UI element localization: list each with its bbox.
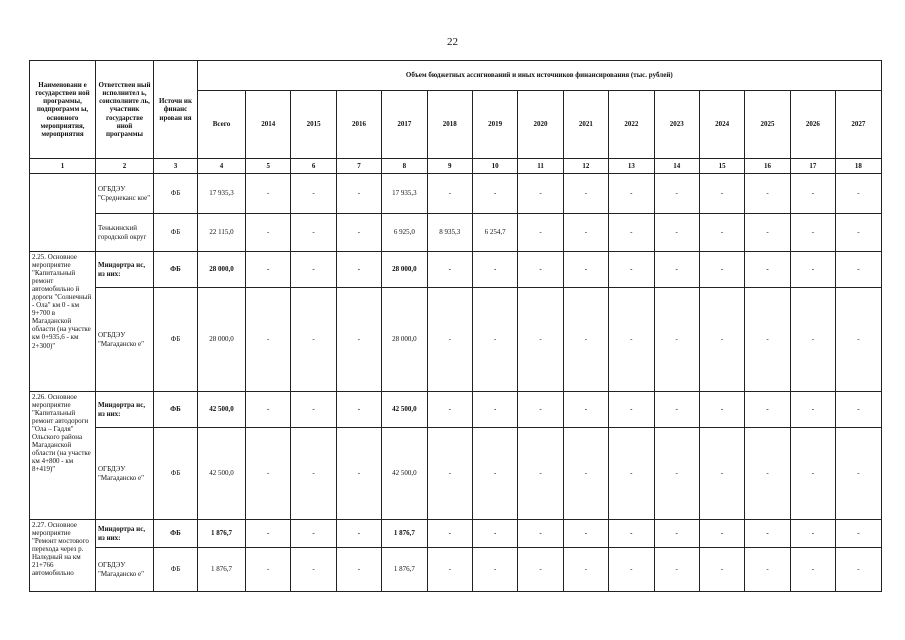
year-value: -: [518, 428, 563, 520]
year-value: -: [836, 520, 882, 548]
header-source: Источн ик финанс ирован ия: [154, 61, 198, 159]
table-row: [30, 520, 882, 548]
year-value: -: [654, 252, 699, 288]
year-value: -: [518, 214, 563, 252]
year-value: -: [654, 520, 699, 548]
year-value: -: [563, 548, 608, 592]
year-value: -: [472, 392, 517, 428]
header-year: 2014: [246, 91, 291, 159]
funding-source: ФБ: [154, 214, 198, 252]
year-value: -: [654, 392, 699, 428]
header-year: 2021: [563, 91, 608, 159]
year-value: -: [336, 174, 381, 214]
year-value: -: [699, 252, 744, 288]
year-value: -: [609, 392, 654, 428]
year-value: -: [836, 214, 882, 252]
year-value: -: [790, 548, 835, 592]
year-value: -: [745, 288, 790, 392]
year-value: -: [609, 214, 654, 252]
year-value: -: [836, 252, 882, 288]
year-value: -: [291, 252, 336, 288]
year-value: -: [246, 548, 291, 592]
funding-source: ФБ: [154, 288, 198, 392]
year-value: -: [699, 520, 744, 548]
header-year: 2017: [382, 91, 427, 159]
year-value: -: [336, 214, 381, 252]
column-number: 5: [246, 159, 291, 174]
year-value: -: [836, 288, 882, 392]
column-number: 10: [472, 159, 517, 174]
year-value: -: [836, 392, 882, 428]
header-total: Всего: [198, 91, 246, 159]
funding-source: ФБ: [154, 548, 198, 592]
total-value: 42 500,0: [198, 392, 246, 428]
column-number: 6: [291, 159, 336, 174]
year-value: -: [654, 428, 699, 520]
year-value: 6 254,7: [472, 214, 517, 252]
total-value: 1 876,7: [198, 520, 246, 548]
header-year: 2026: [790, 91, 835, 159]
funding-source: ФБ: [154, 520, 198, 548]
year-value: -: [563, 520, 608, 548]
column-number: 4: [198, 159, 246, 174]
year-value: -: [745, 520, 790, 548]
year-value: -: [246, 174, 291, 214]
column-number: 13: [609, 159, 654, 174]
year-value: -: [563, 428, 608, 520]
responsible-executor: ОГБДЭУ "Магаданско е": [96, 288, 154, 392]
header-year: 2016: [336, 91, 381, 159]
year-value: -: [336, 288, 381, 392]
year-value: -: [699, 428, 744, 520]
year-value: 17 935,3: [382, 174, 427, 214]
year-value: -: [609, 520, 654, 548]
year-value: -: [563, 174, 608, 214]
year-value: -: [699, 392, 744, 428]
header-year: 2027: [836, 91, 882, 159]
year-value: -: [790, 520, 835, 548]
year-value: -: [427, 288, 472, 392]
header-year: 2025: [745, 91, 790, 159]
year-value: -: [472, 428, 517, 520]
year-value: -: [336, 428, 381, 520]
column-number: 9: [427, 159, 472, 174]
year-value: -: [836, 548, 882, 592]
column-number: 7: [336, 159, 381, 174]
header-year: 2023: [654, 91, 699, 159]
total-value: 17 935,3: [198, 174, 246, 214]
year-value: -: [609, 548, 654, 592]
year-value: 28 000,0: [382, 252, 427, 288]
year-value: -: [745, 428, 790, 520]
table-row: [30, 288, 882, 392]
year-value: -: [745, 548, 790, 592]
year-value: -: [790, 174, 835, 214]
year-value: -: [472, 548, 517, 592]
header-year: 2024: [699, 91, 744, 159]
year-value: -: [427, 174, 472, 214]
header-responsible: Ответствен ный исполнител ь, соисполните ль, участник государстве нной программы: [96, 61, 154, 159]
year-value: 42 500,0: [382, 428, 427, 520]
year-value: -: [563, 392, 608, 428]
header-year: 2019: [472, 91, 517, 159]
column-number: 14: [654, 159, 699, 174]
column-number: 8: [382, 159, 427, 174]
year-value: -: [609, 252, 654, 288]
year-value: -: [609, 288, 654, 392]
header-volume: Объем бюджетных ассигнований и иных источников финансирования (тыс. рублей): [198, 61, 882, 91]
funding-source: ФБ: [154, 252, 198, 288]
table-row: [30, 428, 882, 520]
activity-name: 2.26. Основное мероприятие "Капитальный ремонт автодороги "Ола – Гадля" Ольского района Магаданской области (на участке км 4+800 - км 8+419)": [30, 392, 96, 520]
activity-name: 2.27. Основное мероприятие "Ремонт мостового перехода через р. Наледный на км 21+766 автомобильно: [30, 520, 96, 592]
year-value: -: [472, 520, 517, 548]
year-value: -: [291, 214, 336, 252]
year-value: -: [336, 548, 381, 592]
year-value: -: [699, 214, 744, 252]
activity-name: [30, 174, 96, 252]
year-value: -: [790, 288, 835, 392]
year-value: -: [609, 174, 654, 214]
header-year: 2018: [427, 91, 472, 159]
responsible-executor: ОГБДЭУ "Магаданско е": [96, 428, 154, 520]
column-number: 2: [96, 159, 154, 174]
year-value: -: [609, 428, 654, 520]
total-value: 42 500,0: [198, 428, 246, 520]
year-value: -: [518, 520, 563, 548]
responsible-executor: ОГБДЭУ "Магаданско е": [96, 548, 154, 592]
year-value: -: [518, 392, 563, 428]
total-value: 1 876,7: [198, 548, 246, 592]
year-value: 8 935,3: [427, 214, 472, 252]
year-value: -: [699, 174, 744, 214]
responsible-executor: Миндортра нс, из них:: [96, 520, 154, 548]
year-value: -: [472, 252, 517, 288]
header-year: 2015: [291, 91, 336, 159]
year-value: -: [427, 548, 472, 592]
table-row: [30, 214, 882, 252]
table-row: [30, 548, 882, 592]
year-value: -: [790, 392, 835, 428]
activity-name: 2.25. Основное мероприятие "Капитальный ремонт автомобильно й дороги "Солнечный - Ола" км 0 - км 9+700 в Магаданской области (на участке км 0+935,6 - км 2+300)": [30, 252, 96, 392]
year-value: -: [246, 252, 291, 288]
column-number: 3: [154, 159, 198, 174]
year-value: -: [654, 174, 699, 214]
year-value: -: [291, 288, 336, 392]
year-value: -: [836, 428, 882, 520]
year-value: -: [699, 548, 744, 592]
column-number: 16: [745, 159, 790, 174]
year-value: 1 876,7: [382, 520, 427, 548]
funding-source: ФБ: [154, 392, 198, 428]
year-value: -: [427, 392, 472, 428]
year-value: -: [336, 252, 381, 288]
column-number: 15: [699, 159, 744, 174]
year-value: -: [745, 174, 790, 214]
year-value: 42 500,0: [382, 392, 427, 428]
funding-source: ФБ: [154, 428, 198, 520]
year-value: -: [745, 392, 790, 428]
year-value: 28 000,0: [382, 288, 427, 392]
total-value: 28 000,0: [198, 252, 246, 288]
year-value: -: [699, 288, 744, 392]
column-number: 1: [30, 159, 96, 174]
year-value: 1 876,7: [382, 548, 427, 592]
column-number: 11: [518, 159, 563, 174]
year-value: -: [790, 214, 835, 252]
column-number: 17: [790, 159, 835, 174]
year-value: -: [745, 252, 790, 288]
column-number: 18: [836, 159, 882, 174]
responsible-executor: Миндортра нс, из них:: [96, 392, 154, 428]
year-value: -: [654, 214, 699, 252]
responsible-executor: Миндортра нс, из них:: [96, 252, 154, 288]
year-value: -: [291, 548, 336, 592]
year-value: -: [246, 428, 291, 520]
year-value: -: [291, 392, 336, 428]
year-value: -: [427, 428, 472, 520]
year-value: -: [472, 288, 517, 392]
year-value: -: [336, 520, 381, 548]
year-value: -: [563, 288, 608, 392]
year-value: -: [518, 174, 563, 214]
year-value: -: [563, 252, 608, 288]
year-value: -: [246, 288, 291, 392]
funding-source: ФБ: [154, 174, 198, 214]
table-row: [30, 174, 882, 214]
header-year: 2022: [609, 91, 654, 159]
year-value: -: [790, 428, 835, 520]
year-value: -: [654, 288, 699, 392]
year-value: -: [654, 548, 699, 592]
year-value: -: [518, 252, 563, 288]
year-value: -: [246, 520, 291, 548]
year-value: -: [518, 548, 563, 592]
year-value: -: [518, 288, 563, 392]
total-value: 22 115,0: [198, 214, 246, 252]
year-value: -: [336, 392, 381, 428]
table-row: [30, 252, 882, 288]
responsible-executor: ОГБДЭУ "Среднеканс кое": [96, 174, 154, 214]
year-value: -: [745, 214, 790, 252]
year-value: -: [427, 520, 472, 548]
year-value: -: [246, 392, 291, 428]
header-year: 2020: [518, 91, 563, 159]
column-number: 12: [563, 159, 608, 174]
year-value: -: [291, 174, 336, 214]
financing-table: [29, 60, 882, 592]
responsible-executor: Тенькинский городской округ: [96, 214, 154, 252]
year-value: -: [563, 214, 608, 252]
year-value: -: [472, 174, 517, 214]
year-value: -: [836, 174, 882, 214]
year-value: -: [790, 252, 835, 288]
year-value: -: [427, 252, 472, 288]
year-value: 6 925,0: [382, 214, 427, 252]
page-number: 22: [447, 36, 458, 48]
table-row: [30, 392, 882, 428]
year-value: -: [291, 520, 336, 548]
year-value: -: [291, 428, 336, 520]
header-name: Наименовани е государствен ной программы, подпрограмм ы, основного мероприятия, мероприятия: [30, 61, 96, 159]
year-value: -: [246, 214, 291, 252]
total-value: 28 000,0: [198, 288, 246, 392]
